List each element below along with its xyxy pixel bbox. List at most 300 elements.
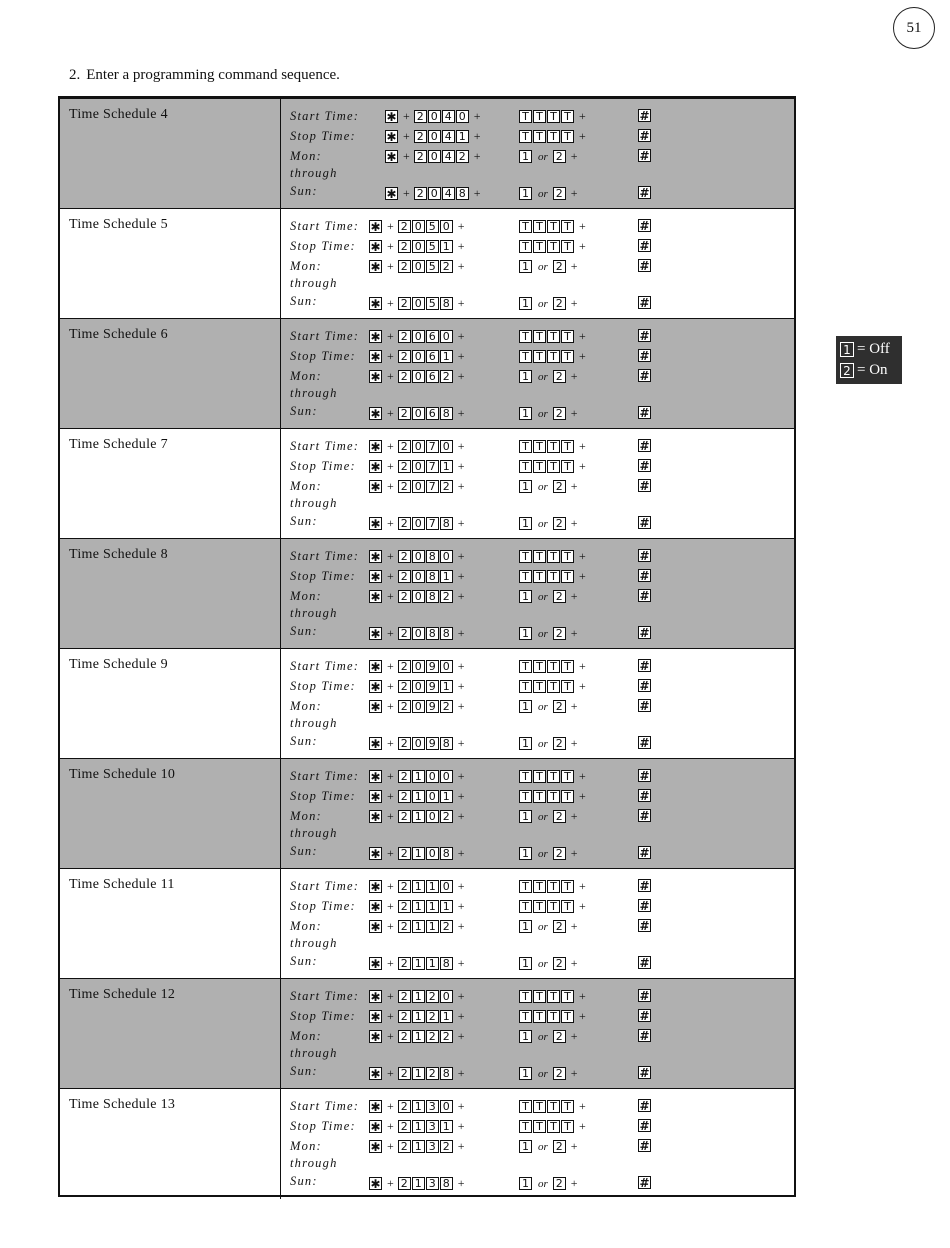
plus-sign: + bbox=[570, 186, 578, 200]
code-sequence bbox=[369, 459, 469, 474]
schedule-row bbox=[60, 429, 794, 539]
key-box: 2 bbox=[398, 330, 411, 343]
plus-sign: + bbox=[387, 549, 394, 563]
key-box: 6 bbox=[426, 407, 439, 420]
key-box: 0 bbox=[412, 297, 425, 310]
day-toggle bbox=[519, 1029, 582, 1044]
plus-sign: + bbox=[387, 239, 394, 253]
key-box: 2 bbox=[398, 627, 411, 640]
key-box: # bbox=[639, 988, 650, 1003]
key-box: 0 bbox=[440, 880, 453, 893]
key-box: 1 bbox=[412, 900, 425, 913]
hash-key bbox=[638, 219, 652, 232]
key-box: 0 bbox=[440, 330, 453, 343]
plus-sign: + bbox=[403, 129, 410, 143]
or-text: or bbox=[538, 810, 548, 823]
key-box: 8 bbox=[440, 407, 453, 420]
key-box: 1 bbox=[519, 480, 532, 493]
key-box: 1 bbox=[440, 790, 453, 803]
code-sequence bbox=[369, 329, 469, 344]
key-box: 1 bbox=[519, 700, 532, 713]
day-toggle bbox=[519, 296, 582, 311]
key-box: 0 bbox=[426, 810, 439, 823]
key-box: ✱ bbox=[370, 919, 381, 934]
key-box: # bbox=[639, 348, 650, 363]
plus-sign: + bbox=[457, 569, 465, 583]
key-box: ✱ bbox=[370, 679, 381, 694]
code-sequence bbox=[369, 879, 469, 894]
key-box: 7 bbox=[426, 460, 439, 473]
plus-sign: + bbox=[570, 369, 578, 383]
sun-label: Sun: bbox=[290, 954, 318, 968]
key-box: 7 bbox=[426, 517, 439, 530]
key-box: T bbox=[533, 990, 546, 1003]
key-box: 2 bbox=[440, 1140, 453, 1153]
key-box: 7 bbox=[426, 480, 439, 493]
plus-sign: + bbox=[570, 589, 578, 603]
or-text: or bbox=[538, 370, 548, 383]
plus-sign: + bbox=[387, 1119, 394, 1133]
key-box: 0 bbox=[428, 187, 441, 200]
key-box: T bbox=[519, 130, 532, 143]
key-box: 0 bbox=[412, 550, 425, 563]
schedule-name: Time Schedule 9 bbox=[60, 649, 281, 758]
key-box: # bbox=[639, 568, 650, 583]
key-box: # bbox=[639, 588, 650, 603]
key-box: # bbox=[639, 328, 650, 343]
hash-key bbox=[638, 369, 652, 382]
plus-sign: + bbox=[457, 1029, 465, 1043]
time-entry bbox=[519, 239, 590, 254]
key-box: ✱ bbox=[370, 439, 381, 454]
key-box: T bbox=[547, 1100, 560, 1113]
key-box: 8 bbox=[426, 627, 439, 640]
plus-sign: + bbox=[387, 989, 394, 1003]
hash-key bbox=[638, 1119, 652, 1132]
key-box: 2 bbox=[398, 460, 411, 473]
key-box: T bbox=[547, 880, 560, 893]
plus-sign: + bbox=[387, 1139, 394, 1153]
key-box: 0 bbox=[428, 150, 441, 163]
key-box: # bbox=[639, 878, 650, 893]
key-box: 2 bbox=[553, 480, 566, 493]
key-box: 2 bbox=[398, 660, 411, 673]
plus-sign: + bbox=[387, 329, 394, 343]
plus-sign: + bbox=[579, 439, 586, 453]
key-box: 1 bbox=[440, 460, 453, 473]
key-box: # bbox=[639, 1065, 650, 1080]
or-text: or bbox=[538, 920, 548, 933]
plus-sign: + bbox=[387, 1066, 394, 1080]
plus-sign: + bbox=[570, 1029, 578, 1043]
key-box: 1 bbox=[412, 847, 425, 860]
key-box: 1 bbox=[519, 847, 532, 860]
mon-label: Mon: bbox=[290, 919, 322, 933]
key-box: 2 bbox=[553, 920, 566, 933]
stop-time-label: Stop Time: bbox=[290, 569, 356, 583]
code-sequence bbox=[369, 1029, 469, 1044]
mon-label: Mon: bbox=[290, 479, 322, 493]
key-box: 2 bbox=[398, 957, 411, 970]
hash-key bbox=[638, 899, 652, 912]
key-box: 2 bbox=[553, 957, 566, 970]
key-box: 2 bbox=[426, 1067, 439, 1080]
key-box: 0 bbox=[412, 680, 425, 693]
key-box: T bbox=[561, 550, 574, 563]
schedule-name: Time Schedule 13 bbox=[60, 1089, 281, 1199]
key-box: 2 bbox=[440, 700, 453, 713]
plus-sign: + bbox=[570, 406, 578, 420]
plus-sign: + bbox=[579, 769, 586, 783]
key-box: 2 bbox=[553, 1140, 566, 1153]
code-sequence bbox=[369, 989, 469, 1004]
through-label: through bbox=[290, 606, 338, 620]
key-box: 2 bbox=[426, 990, 439, 1003]
key-box: 2 bbox=[398, 900, 411, 913]
code-sequence bbox=[369, 1139, 469, 1154]
key-box: 2 bbox=[553, 407, 566, 420]
through-label: through bbox=[290, 1156, 338, 1170]
key-box: 2 bbox=[440, 1030, 453, 1043]
key-box: 2 bbox=[553, 700, 566, 713]
sun-label: Sun: bbox=[290, 844, 318, 858]
code-sequence bbox=[385, 149, 485, 164]
key-box: # bbox=[639, 1175, 650, 1190]
key-box: T bbox=[519, 660, 532, 673]
key-box: 0 bbox=[412, 330, 425, 343]
key-box: 3 bbox=[426, 1177, 439, 1190]
code-sequence bbox=[369, 219, 469, 234]
hash-key bbox=[638, 956, 652, 969]
key-box: 2 bbox=[398, 480, 411, 493]
plus-sign: + bbox=[473, 109, 481, 123]
time-entry bbox=[519, 329, 590, 344]
code-sequence bbox=[369, 809, 469, 824]
key-box: 2 bbox=[553, 1030, 566, 1043]
key-box: 1 bbox=[519, 407, 532, 420]
or-text: or bbox=[538, 480, 548, 493]
hash-key bbox=[638, 296, 652, 309]
start-time-label: Start Time: bbox=[290, 659, 360, 673]
key-box: ✱ bbox=[370, 956, 381, 971]
key-box: ✱ bbox=[370, 626, 381, 641]
plus-sign: + bbox=[579, 569, 586, 583]
key-box: 2 bbox=[398, 810, 411, 823]
key-box: T bbox=[561, 110, 574, 123]
plus-sign: + bbox=[457, 239, 465, 253]
legend-on bbox=[840, 360, 898, 381]
key-box: T bbox=[547, 680, 560, 693]
key-box: 2 bbox=[414, 110, 427, 123]
through-label: through bbox=[290, 716, 338, 730]
key-box: 2 bbox=[553, 590, 566, 603]
hash-key bbox=[638, 329, 652, 342]
key-box: # bbox=[639, 1028, 650, 1043]
plus-sign: + bbox=[570, 1176, 578, 1190]
key-box: # bbox=[639, 148, 650, 163]
key-box: T bbox=[533, 570, 546, 583]
key-box: 2 bbox=[398, 240, 411, 253]
time-entry bbox=[519, 109, 590, 124]
or-text: or bbox=[538, 847, 548, 860]
key-box: 1 bbox=[412, 920, 425, 933]
key-box: 2 bbox=[398, 920, 411, 933]
key-box: 8 bbox=[440, 1177, 453, 1190]
key-box: 0 bbox=[412, 627, 425, 640]
plus-sign: + bbox=[387, 809, 394, 823]
plus-sign: + bbox=[457, 479, 465, 493]
key-box: 1 bbox=[426, 920, 439, 933]
time-entry bbox=[519, 1119, 590, 1134]
key-box: T bbox=[533, 330, 546, 343]
code-sequence bbox=[369, 919, 469, 934]
plus-sign: + bbox=[457, 1099, 465, 1113]
code-sequence bbox=[369, 626, 469, 641]
code-sequence bbox=[369, 349, 469, 364]
key-box: 2 bbox=[414, 187, 427, 200]
plus-sign: + bbox=[570, 1066, 578, 1080]
day-toggle bbox=[519, 186, 582, 201]
key-box: 0 bbox=[412, 240, 425, 253]
sun-label: Sun: bbox=[290, 184, 318, 198]
key-box: T bbox=[533, 110, 546, 123]
key-box: T bbox=[561, 990, 574, 1003]
hash-key bbox=[638, 459, 652, 472]
time-entry bbox=[519, 899, 590, 914]
or-text: or bbox=[538, 737, 548, 750]
key-box: T bbox=[561, 900, 574, 913]
plus-sign: + bbox=[579, 459, 586, 473]
key-box: 1 bbox=[412, 790, 425, 803]
key-box: 2 bbox=[398, 370, 411, 383]
key-box: 0 bbox=[440, 660, 453, 673]
hash-key bbox=[638, 479, 652, 492]
sun-label: Sun: bbox=[290, 294, 318, 308]
key-box: T bbox=[533, 350, 546, 363]
key-box: ✱ bbox=[370, 899, 381, 914]
code-sequence bbox=[369, 439, 469, 454]
key-box: ✱ bbox=[370, 1176, 381, 1191]
plus-sign: + bbox=[579, 659, 586, 673]
code-sequence bbox=[369, 369, 469, 384]
key-box: T bbox=[533, 680, 546, 693]
key-box: 9 bbox=[426, 660, 439, 673]
key-box: 2 bbox=[398, 550, 411, 563]
key-box: T bbox=[547, 570, 560, 583]
key-box: 1 bbox=[426, 900, 439, 913]
key-box: 0 bbox=[412, 407, 425, 420]
plus-sign: + bbox=[473, 186, 481, 200]
plus-sign: + bbox=[457, 919, 465, 933]
hash-key bbox=[638, 846, 652, 859]
key-box: # bbox=[639, 735, 650, 750]
plus-sign: + bbox=[570, 699, 578, 713]
key-box: 0 bbox=[426, 847, 439, 860]
code-sequence bbox=[369, 549, 469, 564]
key-box: T bbox=[519, 880, 532, 893]
key-box: 8 bbox=[456, 187, 469, 200]
plus-sign: + bbox=[457, 1119, 465, 1133]
key-box: 1 bbox=[519, 187, 532, 200]
time-entry bbox=[519, 769, 590, 784]
hash-key bbox=[638, 1009, 652, 1022]
key-box: ✱ bbox=[370, 516, 381, 531]
key-box: T bbox=[519, 460, 532, 473]
or-text: or bbox=[538, 260, 548, 273]
hash-key bbox=[638, 659, 652, 672]
plus-sign: + bbox=[457, 349, 465, 363]
or-text: or bbox=[538, 700, 548, 713]
hash-key bbox=[638, 589, 652, 602]
schedule-commands bbox=[281, 1089, 794, 1199]
sun-label: Sun: bbox=[290, 404, 318, 418]
key-box: 0 bbox=[412, 517, 425, 530]
schedule-row bbox=[60, 99, 794, 209]
key-box: 1 bbox=[412, 1100, 425, 1113]
key-box: 1 bbox=[440, 680, 453, 693]
key-box: 1 bbox=[440, 1010, 453, 1023]
key-box: ✱ bbox=[370, 296, 381, 311]
plus-sign: + bbox=[387, 956, 394, 970]
key-box: # bbox=[639, 405, 650, 420]
key-box: 2 bbox=[553, 150, 566, 163]
key-box: 1 bbox=[412, 1140, 425, 1153]
key-box: T bbox=[519, 1100, 532, 1113]
day-toggle bbox=[519, 589, 582, 604]
schedule-name: Time Schedule 7 bbox=[60, 429, 281, 538]
plus-sign: + bbox=[457, 219, 465, 233]
key-box: 1 bbox=[412, 1030, 425, 1043]
step-instruction bbox=[69, 67, 340, 84]
day-toggle bbox=[519, 919, 582, 934]
key-box: 2 bbox=[553, 187, 566, 200]
plus-sign: + bbox=[579, 109, 586, 123]
stop-time-label: Stop Time: bbox=[290, 129, 356, 143]
through-label: through bbox=[290, 276, 338, 290]
time-entry bbox=[519, 789, 590, 804]
start-time-label: Start Time: bbox=[290, 989, 360, 1003]
key-box: 2 bbox=[414, 130, 427, 143]
day-toggle bbox=[519, 1066, 582, 1081]
day-toggle bbox=[519, 149, 582, 164]
key-box: T bbox=[561, 130, 574, 143]
plus-sign: + bbox=[457, 659, 465, 673]
key-box: 1 bbox=[519, 590, 532, 603]
key-box: # bbox=[639, 845, 650, 860]
stop-time-label: Stop Time: bbox=[290, 1009, 356, 1023]
key-box: 1 bbox=[412, 810, 425, 823]
key-box: 2 bbox=[440, 480, 453, 493]
key-box: # bbox=[639, 218, 650, 233]
hash-key bbox=[638, 406, 652, 419]
key-box: 0 bbox=[412, 590, 425, 603]
legend-key-2: 2 bbox=[840, 363, 854, 378]
time-entry bbox=[519, 879, 590, 894]
plus-sign: + bbox=[579, 329, 586, 343]
key-box: T bbox=[519, 790, 532, 803]
key-box: T bbox=[561, 570, 574, 583]
key-box: 1 bbox=[440, 240, 453, 253]
key-box: 2 bbox=[398, 297, 411, 310]
plus-sign: + bbox=[579, 789, 586, 803]
key-box: 1 bbox=[412, 957, 425, 970]
key-box: T bbox=[533, 790, 546, 803]
legend-off bbox=[840, 339, 898, 360]
key-box: T bbox=[547, 440, 560, 453]
start-time-label: Start Time: bbox=[290, 879, 360, 893]
key-box: ✱ bbox=[370, 406, 381, 421]
key-box: 2 bbox=[398, 260, 411, 273]
plus-sign: + bbox=[570, 149, 578, 163]
key-box: 2 bbox=[553, 810, 566, 823]
key-box: # bbox=[639, 918, 650, 933]
key-box: 2 bbox=[398, 220, 411, 233]
plus-sign: + bbox=[579, 349, 586, 363]
stop-time-label: Stop Time: bbox=[290, 459, 356, 473]
key-box: 1 bbox=[519, 150, 532, 163]
mon-label: Mon: bbox=[290, 809, 322, 823]
plus-sign: + bbox=[387, 259, 394, 273]
hash-key bbox=[638, 679, 652, 692]
key-box: T bbox=[547, 1120, 560, 1133]
key-box: # bbox=[639, 185, 650, 200]
key-box: 2 bbox=[398, 737, 411, 750]
plus-sign: + bbox=[570, 919, 578, 933]
hash-key bbox=[638, 879, 652, 892]
plus-sign: + bbox=[387, 1176, 394, 1190]
key-box: 1 bbox=[412, 1010, 425, 1023]
code-sequence bbox=[369, 1099, 469, 1114]
or-text: or bbox=[538, 1177, 548, 1190]
key-legend bbox=[836, 336, 902, 384]
code-sequence bbox=[369, 259, 469, 274]
plus-sign: + bbox=[387, 479, 394, 493]
hash-key bbox=[638, 1176, 652, 1189]
schedule-commands bbox=[281, 429, 794, 538]
key-box: 9 bbox=[426, 680, 439, 693]
key-box: 2 bbox=[414, 150, 427, 163]
key-box: 0 bbox=[428, 110, 441, 123]
key-box: 2 bbox=[398, 517, 411, 530]
time-entry bbox=[519, 1099, 590, 1114]
key-box: 2 bbox=[398, 590, 411, 603]
key-box: T bbox=[547, 130, 560, 143]
key-box: T bbox=[519, 440, 532, 453]
key-box: ✱ bbox=[370, 329, 381, 344]
hash-key bbox=[638, 239, 652, 252]
key-box: # bbox=[639, 548, 650, 563]
key-box: 2 bbox=[426, 1030, 439, 1043]
plus-sign: + bbox=[457, 626, 465, 640]
schedule-row bbox=[60, 649, 794, 759]
mon-label: Mon: bbox=[290, 1139, 322, 1153]
schedule-commands bbox=[281, 319, 794, 428]
plus-sign: + bbox=[570, 1139, 578, 1153]
key-box: T bbox=[547, 770, 560, 783]
key-box: 2 bbox=[398, 1120, 411, 1133]
or-text: or bbox=[538, 1030, 548, 1043]
schedule-name: Time Schedule 5 bbox=[60, 209, 281, 318]
key-box: T bbox=[533, 550, 546, 563]
hash-key bbox=[638, 129, 652, 142]
plus-sign: + bbox=[387, 879, 394, 893]
schedule-name: Time Schedule 11 bbox=[60, 869, 281, 978]
legend-key-1: 1 bbox=[840, 342, 854, 357]
key-box: T bbox=[519, 680, 532, 693]
plus-sign: + bbox=[387, 919, 394, 933]
mon-label: Mon: bbox=[290, 1029, 322, 1043]
plus-sign: + bbox=[387, 459, 394, 473]
